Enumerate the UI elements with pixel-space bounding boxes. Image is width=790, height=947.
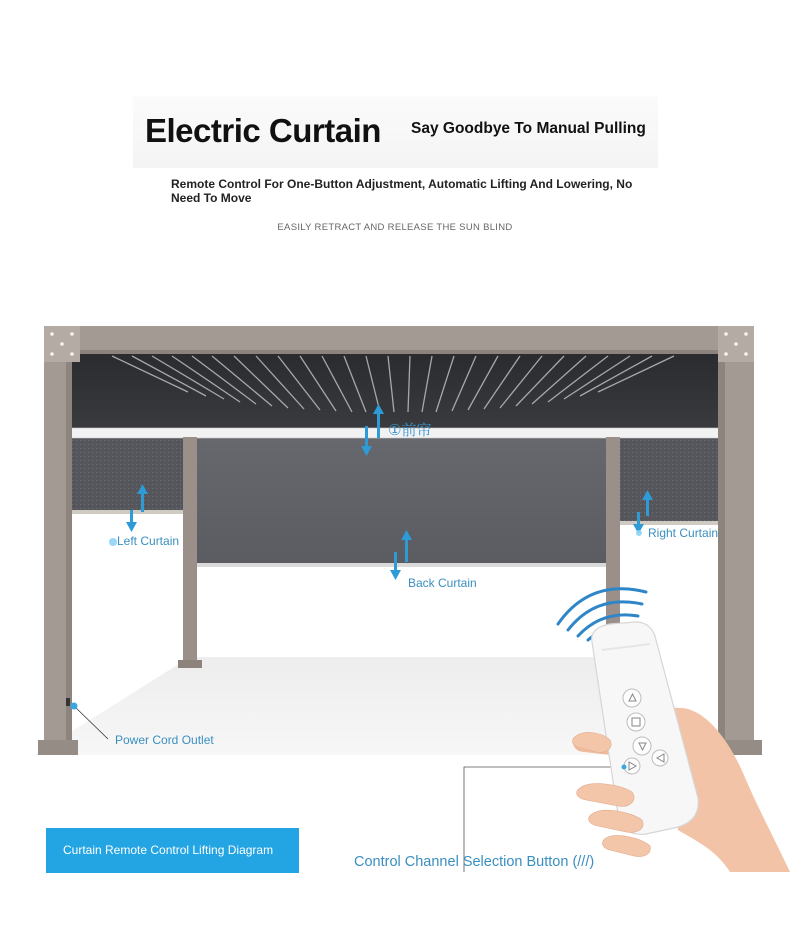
back-curtain-screen bbox=[190, 437, 607, 567]
diagram-caption-text: Curtain Remote Control Lifting Diagram bbox=[63, 843, 274, 857]
channel-selection-button-label: Control Channel Selection Button (///) bbox=[354, 854, 595, 870]
right-curtain-screen bbox=[620, 437, 726, 525]
description-text: Remote Control For One-Button Adjustment, Automatic Lifting And Lowering, No Need To Move bbox=[171, 177, 633, 205]
page-subtitle: Say Goodbye To Manual Pulling bbox=[411, 120, 646, 137]
front-curtain-label: ①前帘 bbox=[388, 422, 432, 439]
back-curtain-label: Back Curtain bbox=[408, 576, 477, 590]
remote-hand-illustration bbox=[550, 580, 790, 880]
page-title: Electric Curtain bbox=[145, 112, 381, 149]
left-curtain-screen bbox=[68, 437, 184, 514]
tagline-text: EASILY RETRACT AND RELEASE THE SUN BLIND bbox=[277, 222, 513, 233]
power-cord-outlet-label: Power Cord Outlet bbox=[115, 733, 214, 747]
right-curtain-label: Right Curtain bbox=[648, 526, 719, 540]
left-curtain-label: Left Curtain bbox=[117, 534, 180, 548]
